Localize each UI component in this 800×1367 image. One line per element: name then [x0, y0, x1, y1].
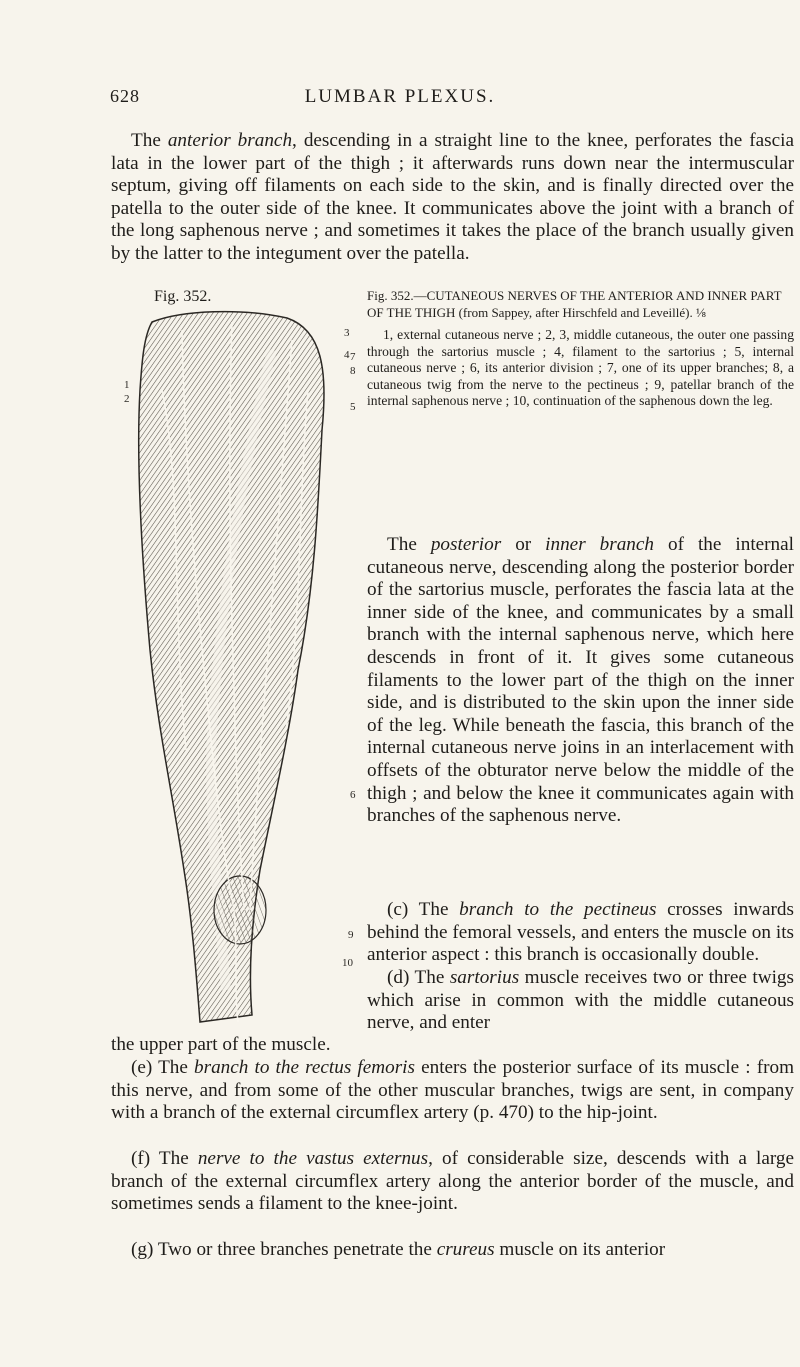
engraving-illustration: [122, 310, 358, 1023]
callout-7: 7: [350, 351, 356, 363]
callout-9: 9: [348, 929, 354, 941]
patella: [214, 876, 266, 944]
callout-3: 3: [344, 327, 350, 339]
paragraph-sartorius: (d) The sartorius muscle receives two or three twigs which arise in common with the middle cutaneous nerve, and enter: [367, 967, 794, 1034]
callout-5: 5: [350, 401, 356, 413]
paragraph-sartorius-continued: the upper part of the muscle.: [111, 1034, 331, 1055]
figure-caption: [367, 287, 794, 410]
figure-label: Fig. 352.: [154, 288, 212, 305]
callout-1: 1: [124, 379, 130, 391]
paragraph-pectineus: (c) The branch to the pectineus crosses inwards behind the femoral vessels, and enters the muscle on its anterior aspect : this branch is occasionally double.: [367, 899, 794, 966]
caption-body: 1, external cutaneous nerve ; 2, 3, middle cutaneous, the outer one passing through the sartorius muscle ; 4, filament to the sartorius ; 5, internal cutaneous nerve ; 6, its anterior division ; 7, one of its upper branches; 8, a cutaneous twig from the nerve to the pectineus ; 9, patellar branch of the internal saphenous nerve ; 10, continuation of the saphenous down the leg.: [367, 327, 794, 409]
paragraph-rectus-femoris: (e) The branch to the rectus femoris enters the posterior surface of its muscle : from this nerve, and from some of the other muscular branches, twigs are sent, in company with a branch of the external circumflex artery (p. 470) to the hip-joint.: [111, 1057, 795, 1124]
page-header: [0, 86, 800, 114]
callout-4: 4: [344, 349, 350, 361]
page-number: 628: [110, 86, 140, 106]
paragraph-posterior-branch: The posterior or inner branch of the internal cutaneous nerve, descending along the posterior border of the sartorius muscle, perforates the fascia lata at the inner side of the knee, and communicates by a small branch with the internal saphenous nerve, which here descends in front of it. It gives some cutaneous filaments to the lower part of the thigh on the inner side, and is distributed to the skin upon the inner side of the leg. While beneath the fascia, this branch of the internal cutaneous nerve joins in an interlacement with offsets of the obturator nerve below the middle of the thigh ; and below the knee it communicates again with branches of the saphenous nerve.: [367, 534, 794, 827]
running-head: LUMBAR PLEXUS.: [304, 86, 496, 107]
callout-8: 8: [350, 365, 356, 377]
thigh-nerve-figure: [122, 310, 358, 1023]
callout-2: 2: [124, 393, 130, 405]
paragraph-crureus: (g) Two or three branches penetrate the crureus muscle on its anterior: [131, 1239, 666, 1260]
callout-10: 10: [342, 957, 353, 969]
caption-title: Fig. 352.—CUTANEOUS NERVES OF THE ANTERIOR AND INNER PART OF THE THIGH (from Sappey, after Hirschfeld and Leveillé). ⅛: [367, 288, 782, 320]
callout-6: 6: [350, 789, 356, 801]
paragraph-vastus-externus: (f) The nerve to the vastus externus, of considerable size, descends with a large branch of the external circumflex artery along the anterior border of the muscle, and sometimes sends a filament to the knee-joint.: [111, 1148, 794, 1215]
paragraph-anterior-branch: The anterior branch, descending in a straight line to the knee, perforates the fascia lata in the lower part of the thigh ; it afterwards runs down near the intermuscular septum, giving off filaments on each side to the skin, and is finally directed over the patella to the outer side of the knee. It communicates above the joint with a branch of the long saphenous nerve ; and sometimes it takes the place of the branch usually given by the latter to the integument over the patella.: [111, 130, 794, 264]
